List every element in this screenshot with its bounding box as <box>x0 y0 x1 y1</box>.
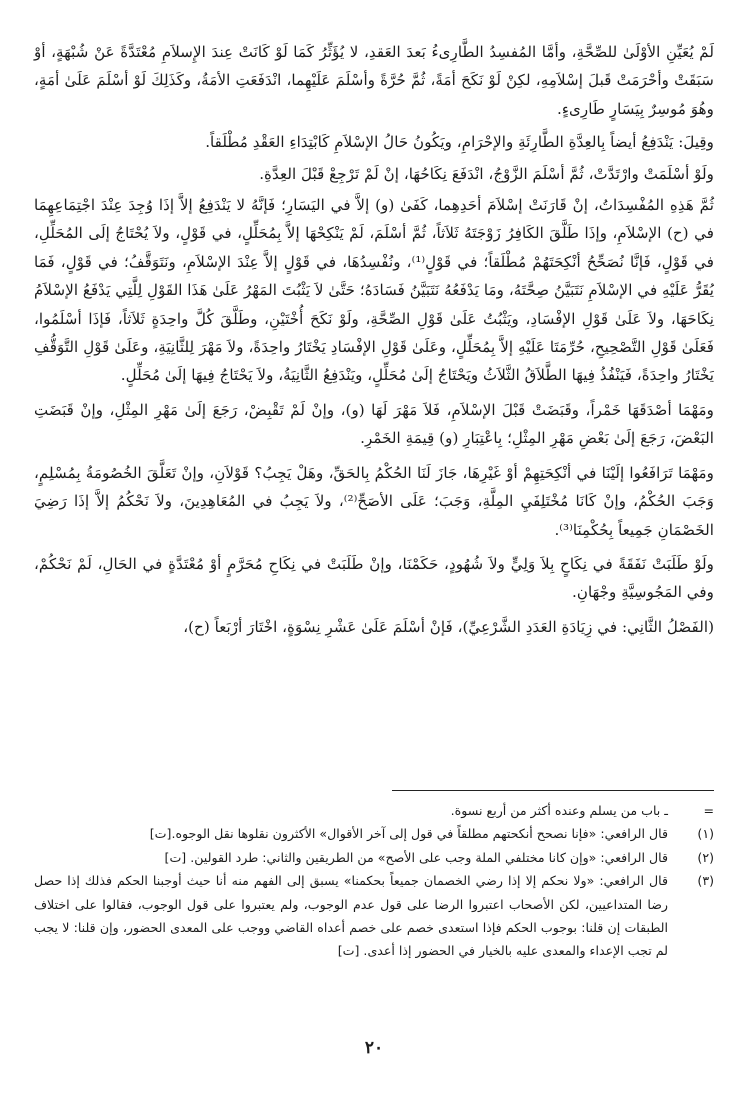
paragraph: ثُمَّ هَذِهِ المُفْسِدَاتُ، إنْ قَارَنَتْ إسْلاَمَ أحَدِهِما، كَفَىٰ (و) إلاَّ في اليَسَارِ؛ فَإنَّهُ لا يَنْدَفِعُ إلاَّ إذَا وُجِدَ عِنْدَ اجْتِمَاعِهِمَا في (ح) الإسْلاَمِ، وإذَا طَلَّقَ الكَافِرُ زَوْجَتَهُ ثَلاَثاً، ثُمَّ أسْلَمَ، لَمْ يَنْكِحْهَا إلاَّ بِمُحَلِّلٍ، في قَوْلٍ، ولاَ يُحْتَاجُ إلَى المُحَلِّلِ، في قَوْلٍ، فَإنَّا نُصَحِّحُ أنْكِحَتَهُمْ مُطْلَقاً؛ في قَوْلٍ⁽¹⁾، ونُفْسِدُهَا، في قَوْلٍ إلاَّ عِنْدَ الإسْلاَمِ، ونَتَوَقَّفُ؛ في قَوْلٍ، فَمَا يُقَرُّ عَلَيْهِ في الإسْلاَمِ نَتَبَيَّنُ صِحَّتَهُ، ومَا يَدْفَعُهُ نَتَبَيَّنُ فَسَادَهُ؛ حَتَّىٰ لاَ يَثْبُتَ المَهْرُ عَلَىٰ هَذَا القَوْلِ لِلَّتِي يَدْفَعُ الإسْلاَمُ نِكَاحَهَا، ولاَ عَلَىٰ قَوْلِ الإفْسَادِ، ويَثْبُتُ عَلَىٰ قَوْلِ الصِّحَّةِ، ولَوْ نَكَحَ أُخْتَيْنِ، وطَلَّقَ كُلَّ واحِدَةٍ ثَلاَثاً، فَإذَا أسْلَمُوا، فَعَلَىٰ قَوْلِ التَّصْحِيحِ، حُرِّمَتَا عَلَيْهِ إلاَّ بِمُحَلِّلٍ، وعَلَىٰ قَوْلِ الإفْسَادِ يَخْتَارُ واحِدَةً، ولاَ مَهْرَ لِلثَّانِيَةِ، وعَلَىٰ قَوْلِ التَّوَقُّفِ يَخْتَارُ واحِدَةً، فَيَنْفُذُ فِيهَا الطَّلاَقُ الثَّلاَثُ ويَحْتَاجُ إلَىٰ مُحَلِّلٍ، ويَنْدَفِعُ الثَّانِيَةُ، ولاَ يَحْتَاجُ فِيهَا إلَىٰ مُحَلِّلٍ. <box>34 196 715 385</box>
paragraph: ومَهْمَا تَرَافَعُوا إلَيْنَا في أنْكِحَتِهِمْ أوْ غَيْرِهَا، جَازَ لَنَا الحُكْمُ بِالحَقِّ، وهَلْ يَجِبُ؟ قَوْلاَنِ، وإنْ تَعَلَّقَ الخُصُومَةُ بِمُسْلِمٍ، وَجَبَ الحُكْمُ، وإنْ كَانَا مُخْتَلِفَيِ المِلَّةِ، وَجَبَ؛ عَلَى الأصَحِّ⁽²⁾، ولاَ يَجِبُ في المُعَاهِدِينَ، ولاَ نَحْكُمُ إلاَّ إذَا رَضِيَ الخَصْمَانِ جَمِيعاً بِحُكْمِنَا⁽³⁾. <box>34 463 715 539</box>
paragraph: وقِيلَ: يَنْدَفِعُ أيضاً بِالعِدَّةِ الطَّارِئَةِ والإحْرَامِ، ويَكُونُ حَالُ الإسْلاَمِ كَابْتِدَاءِ العَقْدِ مُطْلَقاً. <box>205 133 714 152</box>
footnote-marker: (٣) <box>697 873 714 889</box>
chapter-heading-paragraph: (الفَصْلُ الثَّانِي: في زِيَادَةِ العَدَدِ الشَّرْعِيِّ)، فَإنْ أسْلَمَ عَلَىٰ عَشْرِ نِسْوَةٍ، اخْتَارَ أرْبَعاً (ح)، <box>183 617 714 636</box>
footnote-continuation <box>34 799 714 822</box>
footnote-marker: (١) <box>697 826 714 842</box>
main-text <box>34 38 714 641</box>
footnote-text: ـ باب من يسلم وعنده أكثر من أربع نسوة. <box>450 803 668 818</box>
paragraph: ولَوْ طَلَبَتْ نَفَقَةً في نِكَاحٍ بِلاَ وَلِيٍّ ولاَ شُهُودٍ، حَكَمْنَا، وإنْ طَلَبَتْ في نِكَاحِ مُحَرَّمٍ أوْ مُعْتَدَّةٍ في الحَالِ، لَمْ نَحْكُمْ، وفي المَجُوسِيَّةِ وجْهَانِ. <box>34 554 714 602</box>
footnote-text: قال الرافعي: «فإنا نصحح أنكحتهم مطلقاً في قول إلى آخر الأقوال» الأكثرون نقلوها نقل الوجوه.[ت] <box>149 826 668 842</box>
footnotes <box>34 799 714 963</box>
page-number: ٢٠ <box>364 1038 384 1058</box>
paragraph: لَمْ يُعَيِّنِ الأوْلَىٰ للصِّحَّةِ، وأمَّا المُفسِدُ الطَّارِىءُ بَعدَ العَقدِ، لا يُؤَثِّرُ كَمَا لَوْ كَانَتْ عِندَ الإِسلاَمِ مُعْتَدَّةً عَنْ شُبْهَةٍ، أوْ سَبَقَتْ وأحْرَمَتْ قَبلَ إسْلاَمِهِ، لكِنْ لَوْ نَكَحَ أمَةً، ثُمَّ حُرَّةً وأسْلَمَ عَلَيْهِما، انْدَفَعَتِ الأمَةُ، وكَذَلِكَ لَوْ أسْلَمَ عَلَىٰ أمَةٍ، وهُوَ مُوسِرٌ بِيَسَارٍ طَارِىءٍ. <box>34 43 714 118</box>
paragraph: ومَهْمَا أصْدَقَهَا خَمْراً، وقَبَضَتْ قَبْلَ الإسْلاَمِ، فَلاَ مَهْرَ لَهَا (و)، وإنْ لَمْ تَقْبِضْ، رَجَعَ إلَىٰ مَهْرِ المِثْلِ، وإنْ قَبَضَتِ البَعْضَ، رَجَعَ إلَىٰ بَعْضِ مَهْرِ المِثْلِ؛ بِاعْتِبَارِ (و) قِيمَةِ الخَمْرِ. <box>34 400 714 448</box>
footnote-text: قال الرافعي: «ولا نحكم إلا إذا رضي الخصمان جميعاً بحكمنا» يسبق إلى الفهم منه أنا حيث أوجبنا الحكم فذلك إذا حصل رضا المتداعيين، لكن الأصحاب اعتبروا الرضا على قول عدم الوجوب، ولم يعتبروا على قول الوجوب، فقالوا على اختلاف الطبقات إن قلنا: بوجوب الحكم فإذا استعدى خصم على خصم أعداه القاضي ووجب على المعدى الحضور، وإن قلنا: لا يجب لم تجب الإعداء والمعدى عليه بالخيار في الحضور إذا أعدى. [ت] <box>34 873 668 959</box>
footnote-2 <box>34 846 714 869</box>
footnote-marker: = <box>703 803 714 818</box>
footnote-marker: (٢) <box>697 849 714 865</box>
footnote-text: قال الرافعي: «وإن كانا مختلفي الملة وجب على الأصح» من الطريقين والثاني: طرد القولين. [ت] <box>164 849 668 865</box>
paragraph: ولَوْ أسْلَمَتْ وارْتَدَّتْ، ثُمَّ أسْلَمَ الزَّوْجُ، انْدَفَعَ نِكَاحُهَا، إنْ لَمْ تَرْجِعْ قَبْلَ العِدَّةِ. <box>259 164 714 183</box>
footnote-separator <box>392 790 714 791</box>
footnote-1 <box>34 822 714 845</box>
footnote-3 <box>34 869 714 963</box>
